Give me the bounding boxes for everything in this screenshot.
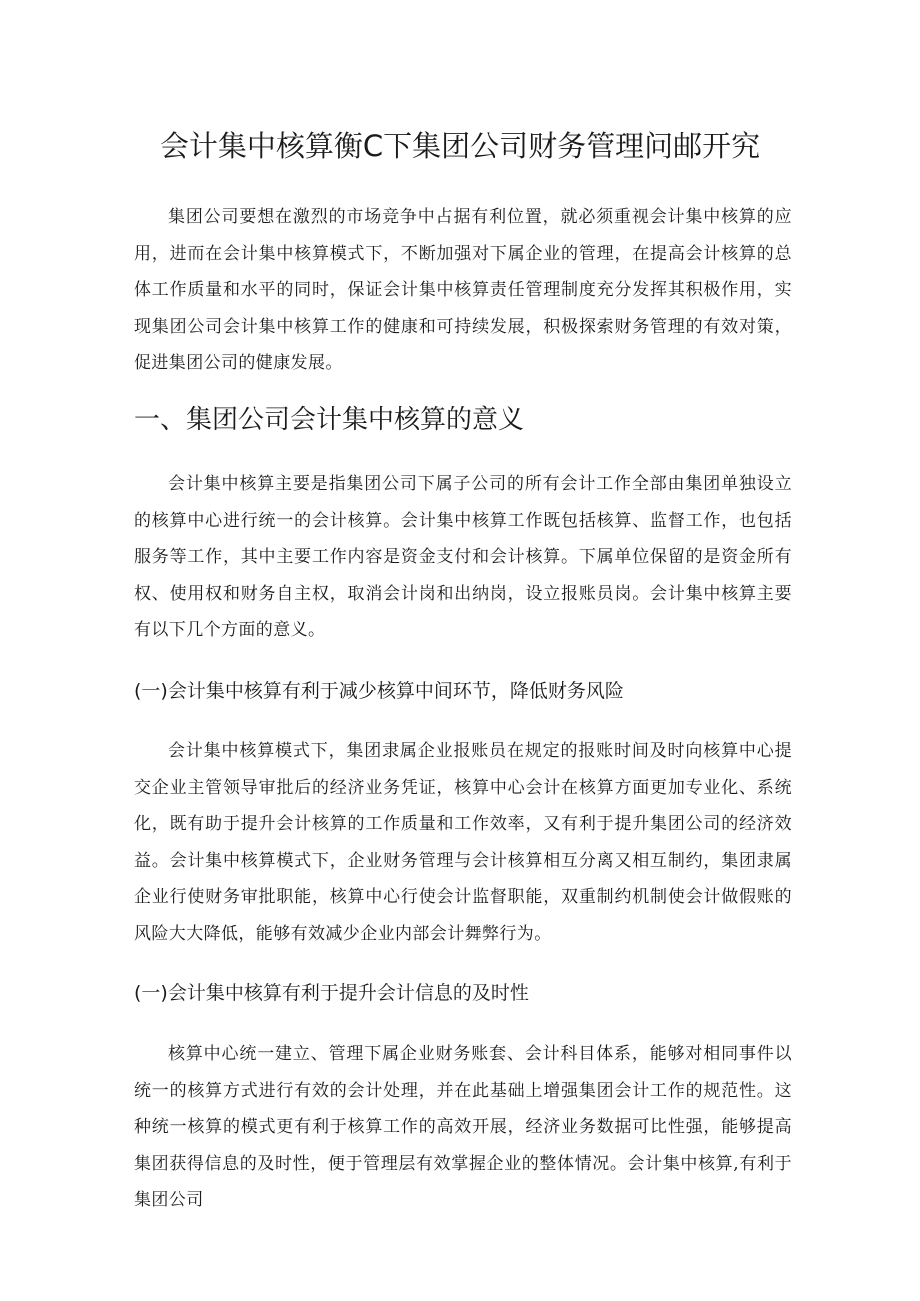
subsection-paragraph: 核算中心统一建立、管理下属企业财务账套、会计科目体系，能够对相同事件以统一的核算方式进行有效的会计处理，并在此基础上增强集团会计工作的规范性。这种统一核算的模式更有利于核算工作的高效开展，经济业务数据可比性强，能够提高集团获得信息的及时性，便于管理层有效掌握企业的整体情况。会计集中核算,有利于集团公司 — [134, 1044, 792, 1211]
subsection-heading: (一)会计集中核算有利于减少核算中间环节，降低财务风险 — [134, 680, 624, 702]
intro-paragraph: 集团公司要想在激烈的市场竞争中占据有利位置，就必须重视会计集中核算的应用，进而在会计集中核算模式下，不断加强对下属企业的管理，在提高会计核算的总体工作质量和水平的同时，保证会计集中核算责任管理制度充分发挥其积极作用，实现集团公司会计集中核算工作的健康和可持续发展，积极探索财务管理的有效对策，促进集团公司的健康发展。 — [134, 207, 792, 374]
section-heading: 一、集团公司会计集中核算的意义 — [134, 405, 525, 435]
document-title: 会计集中核算衡C下集团公司财务管理问邮开究 — [159, 129, 761, 163]
subsection-paragraph: 会计集中核算模式下，集团隶属企业报账员在规定的报账时间及时向核算中心提交企业主管领导审批后的经济业务凭证，核算中心会计在核算方面更加专业化、系统化，既有助于提升会计核算的工作质量和工作效率，又有利于提升集团公司的经济效益。会计集中核算模式下，企业财务管理与会计核算相互分离又相互制约，集团隶属企业行使财务审批职能，核算中心行使会计监督职能，双重制约机制使会计做假账的风险大大降低，能够有效减少企业内部会计舞弊行为。 — [134, 741, 792, 944]
subsection-heading: (一)会计集中核算有利于提升会计信息的及时性 — [134, 982, 529, 1004]
section-paragraph: 会计集中核算主要是指集团公司下属子公司的所有会计工作全部由集团单独设立的核算中心进行统一的会计核算。会计集中核算工作既包括核算、监督工作，也包括服务等工作，其中主要工作内容是资金支付和会计核算。下属单位保留的是资金所有权、使用权和财务自主权，取消会计岗和出纳岗，设立报账员岗。会计集中核算主要有以下几个方面的意义。 — [134, 474, 792, 641]
